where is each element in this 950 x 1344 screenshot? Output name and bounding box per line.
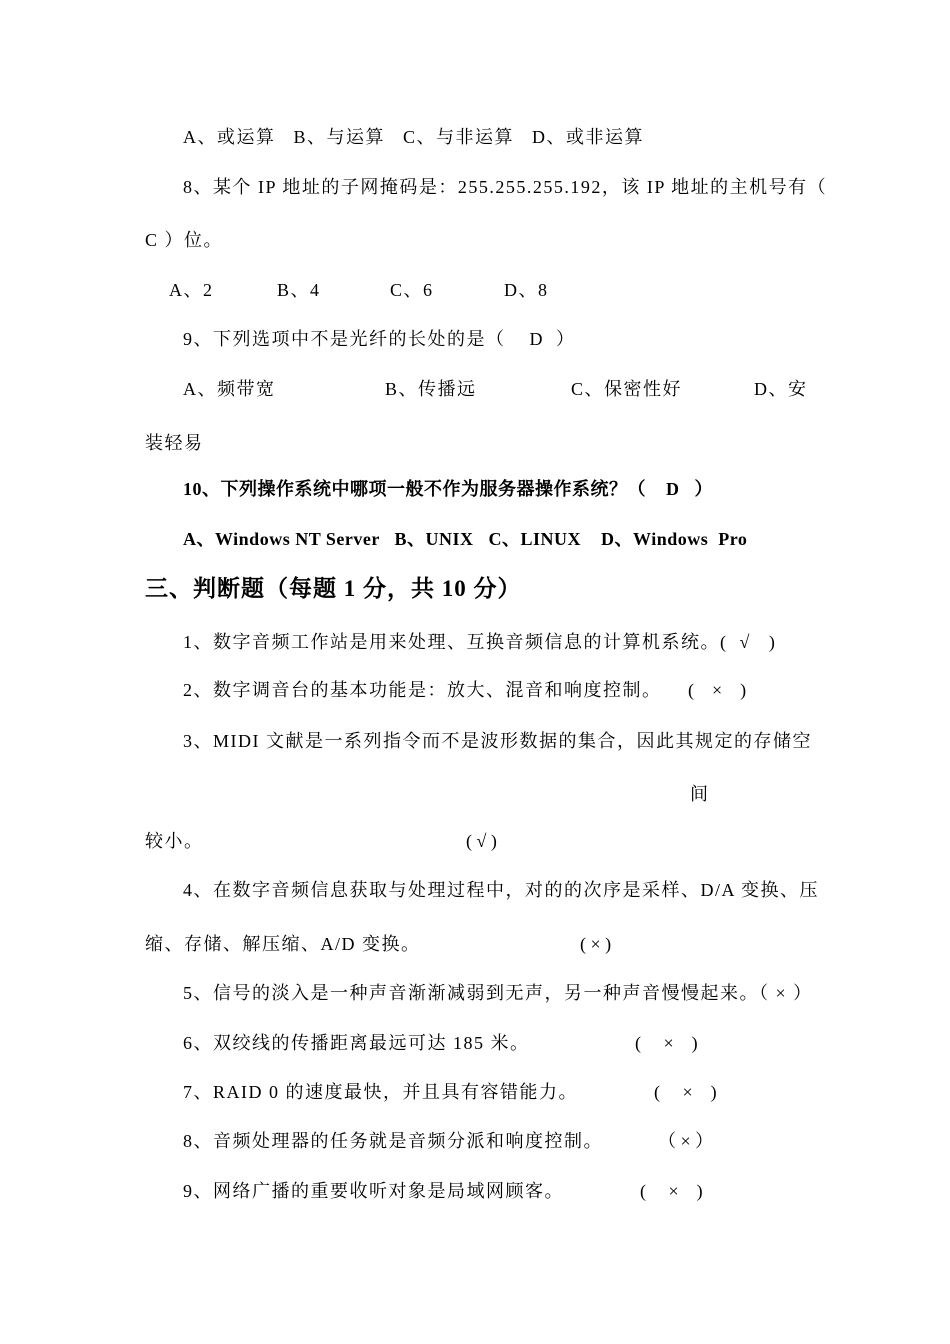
section-3-heading: 三、判断题（每题 1 分，共 10 分）	[145, 576, 522, 601]
judge-3: 3、MIDI 文献是一系列指令而不是波形数据的集合，因此其规定的存储空	[183, 731, 812, 751]
q9-question: 9、下列选项中不是光纤的长处的是（ D ）	[183, 329, 576, 349]
q8-option-a: A、2	[169, 280, 214, 300]
judge-4-continued: 缩、存储、解压缩、A/D 变换。	[145, 934, 421, 954]
judge-2-answer: ( × )	[688, 680, 747, 700]
judge-9-answer: ( × )	[640, 1181, 703, 1201]
judge-9: 9、网络广播的重要收听对象是局域网顾客。	[183, 1181, 564, 1201]
judge-7: 7、RAID 0 的速度最快，并且具有容错能力。	[183, 1082, 578, 1102]
judge-6-answer: ( × )	[635, 1033, 698, 1053]
judge-2: 2、数字调音台的基本功能是：放大、混音和响度控制。	[183, 680, 662, 700]
judge-8-answer: （ × ）	[658, 1131, 714, 1151]
q9-option-a: A、频带宽	[183, 379, 276, 399]
q9-option-b: B、传播远	[385, 379, 477, 399]
q8-option-b: B、4	[277, 280, 321, 300]
q8-option-c: C、6	[390, 280, 434, 300]
q9-option-d: D、安	[754, 379, 808, 399]
judge-8: 8、音频处理器的任务就是音频分派和响度控制。	[183, 1131, 603, 1151]
judge-5: 5、信号的淡入是一种声音渐渐减弱到无声，另一种声音慢慢起来。（ × ）	[183, 983, 813, 1003]
judge-1: 1、数字音频工作站是用来处理、互换音频信息的计算机系统。( √ )	[183, 632, 777, 652]
q8-option-d: D、8	[504, 280, 549, 300]
judge-4: 4、在数字音频信息获取与处理过程中，对的的次序是采样、D/A 变换、压	[183, 880, 820, 900]
judge-4-answer: ( × )	[580, 934, 612, 954]
q9-option-d-continued: 装轻易	[145, 433, 204, 453]
q10-question: 10、下列操作系统中哪项一般不作为服务器操作系统？（ D ）	[183, 479, 713, 499]
judge-3-continued-1: 间	[690, 784, 710, 804]
judge-3-continued-2: 较小。	[145, 831, 204, 851]
q9-option-c: C、保密性好	[571, 379, 683, 399]
q7-options: A、或运算 B、与运算 C、与非运算 D、或非运算	[183, 127, 645, 147]
judge-6: 6、双绞线的传播距离最远可达 185 米。	[183, 1033, 530, 1053]
q10-options: A、Windows NT Server B、UNIX C、LINUX D、Windows Pro	[183, 529, 748, 549]
q8-question-continued: C ）位。	[145, 230, 224, 250]
judge-7-answer: ( × )	[654, 1082, 717, 1102]
judge-3-answer: ( √ )	[466, 831, 497, 851]
q8-question: 8、某个 IP 地址的子网掩码是：255.255.255.192，该 IP 地址的主机号有（	[183, 177, 828, 197]
